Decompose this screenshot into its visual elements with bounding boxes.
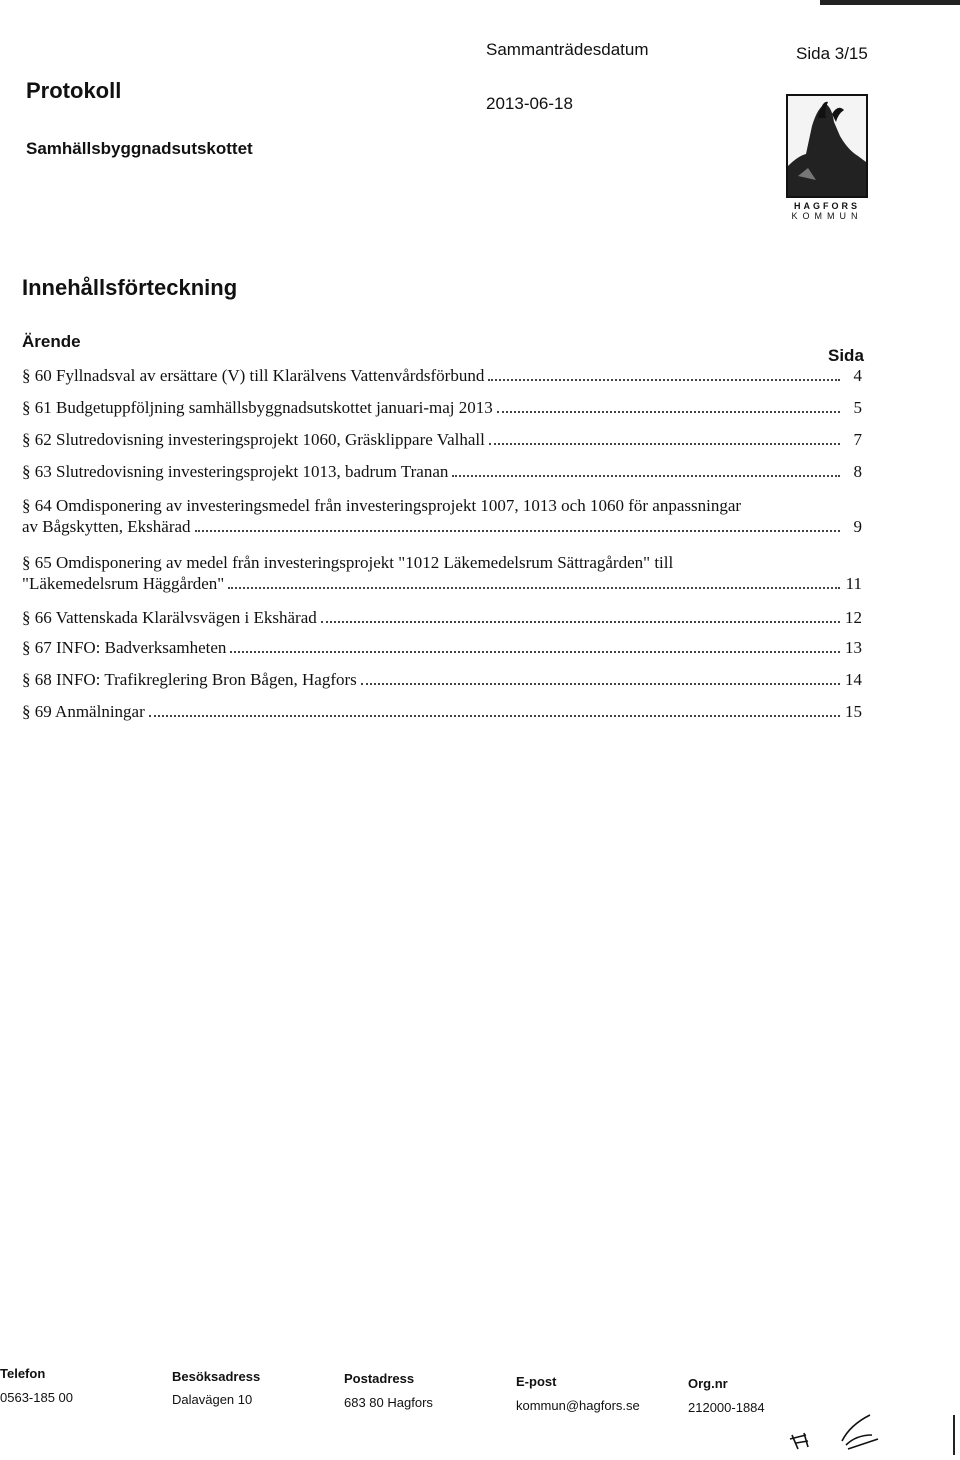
footer-telefon: 0563-185 00 [0, 1390, 74, 1405]
toc-entry-page: 13 [845, 638, 862, 657]
handwritten-initials [786, 1405, 896, 1455]
footer-besok: Dalavägen 10 [172, 1392, 253, 1407]
coat-of-arms-icon [786, 94, 868, 198]
dot-leader [228, 587, 840, 589]
toc-entry-page: 15 [845, 702, 862, 721]
footer-orgnr: 212000-1884 [688, 1400, 765, 1415]
dot-leader [452, 475, 840, 477]
toc-entry-page: 12 [845, 608, 862, 627]
toc-entry-title: § 63 Slutredovisning investeringsprojekt 1013, badrum Tranan [22, 462, 449, 481]
footer-orgnr-label: Org.nr [688, 1376, 728, 1391]
dot-leader [497, 411, 840, 413]
footer-besok-label: Besöksadress [172, 1369, 261, 1384]
toc-entry [22, 638, 862, 657]
toc-entry-page: 7 [853, 430, 862, 449]
document-type: Protokoll [26, 78, 122, 103]
toc-entry [22, 496, 862, 536]
dot-leader [195, 530, 840, 532]
municipality-logo [786, 94, 868, 224]
toc-title: Innehållsförteckning [22, 275, 238, 300]
toc-entry [22, 553, 862, 593]
dot-leader [321, 621, 840, 623]
toc-entry-title: § 67 INFO: Badverksamheten [22, 638, 227, 657]
logo-subtitle: KOMMUN [791, 211, 863, 221]
column-header-sida: Sida [828, 346, 864, 365]
toc-entry-page: 4 [853, 366, 862, 385]
toc-entry-title: § 69 Anmälningar [22, 702, 145, 721]
page-edge-mark [953, 1415, 955, 1455]
footer-post-label: Postadress [344, 1371, 415, 1386]
toc-entry [22, 608, 862, 627]
toc-entry-title-line1: § 64 Omdisponering av investeringsmedel från investeringsprojekt 1007, 1013 och 1060 för anpassningar [22, 496, 742, 515]
toc-entry-title: § 66 Vattenskada Klarälvsvägen i Ekshärad [22, 608, 317, 627]
footer-post: 683 80 Hagfors [344, 1395, 433, 1410]
toc-entry-page: 11 [845, 574, 862, 593]
dot-leader [149, 715, 840, 717]
column-header-arende: Ärende [22, 332, 81, 351]
toc-entry-title: "Läkemedelsrum Häggården" [22, 574, 225, 593]
toc-entry-title-line1: § 65 Omdisponering av medel från investeringsprojekt "1012 Läkemedelsrum Sättragården" till [22, 553, 674, 572]
page-number: Sida 3/15 [796, 44, 868, 63]
toc-entry [22, 398, 862, 417]
footer-telefon-label: Telefon [0, 1366, 46, 1381]
dot-leader [488, 379, 840, 381]
dot-leader [230, 651, 840, 653]
toc-entry-title: § 61 Budgetuppföljning samhällsbyggnadsutskottet januari-maj 2013 [22, 398, 493, 417]
toc-entry-title: § 60 Fyllnadsval av ersättare (V) till Klarälvens Vattenvårdsförbund [22, 366, 485, 385]
toc-entry-page: 5 [853, 398, 862, 417]
toc-entry [22, 366, 862, 385]
toc-entry-page: 14 [845, 670, 862, 689]
toc-entry-title: § 68 INFO: Trafikreglering Bron Bågen, Hagfors [22, 670, 357, 689]
footer-epost-label: E-post [516, 1374, 557, 1389]
toc-entry [22, 702, 862, 721]
toc-entry [22, 670, 862, 689]
toc-entry-title: § 62 Slutredovisning investeringsprojekt 1060, Gräsklippare Valhall [22, 430, 485, 449]
toc-entry-page: 9 [853, 517, 862, 536]
meeting-date: 2013-06-18 [486, 94, 573, 113]
dot-leader [361, 683, 840, 685]
toc-entry [22, 462, 862, 481]
toc-entry-title: av Bågskytten, Ekshärad [22, 517, 191, 536]
committee-name: Samhällsbyggnadsutskottet [26, 139, 253, 158]
meeting-date-label: Sammanträdesdatum [486, 40, 649, 59]
footer-epost: kommun@hagfors.se [516, 1398, 640, 1413]
dot-leader [489, 443, 840, 445]
toc-entry [22, 430, 862, 449]
top-rule [820, 0, 960, 5]
toc-entry-page: 8 [853, 462, 862, 481]
logo-name: HAGFORS [794, 201, 860, 211]
